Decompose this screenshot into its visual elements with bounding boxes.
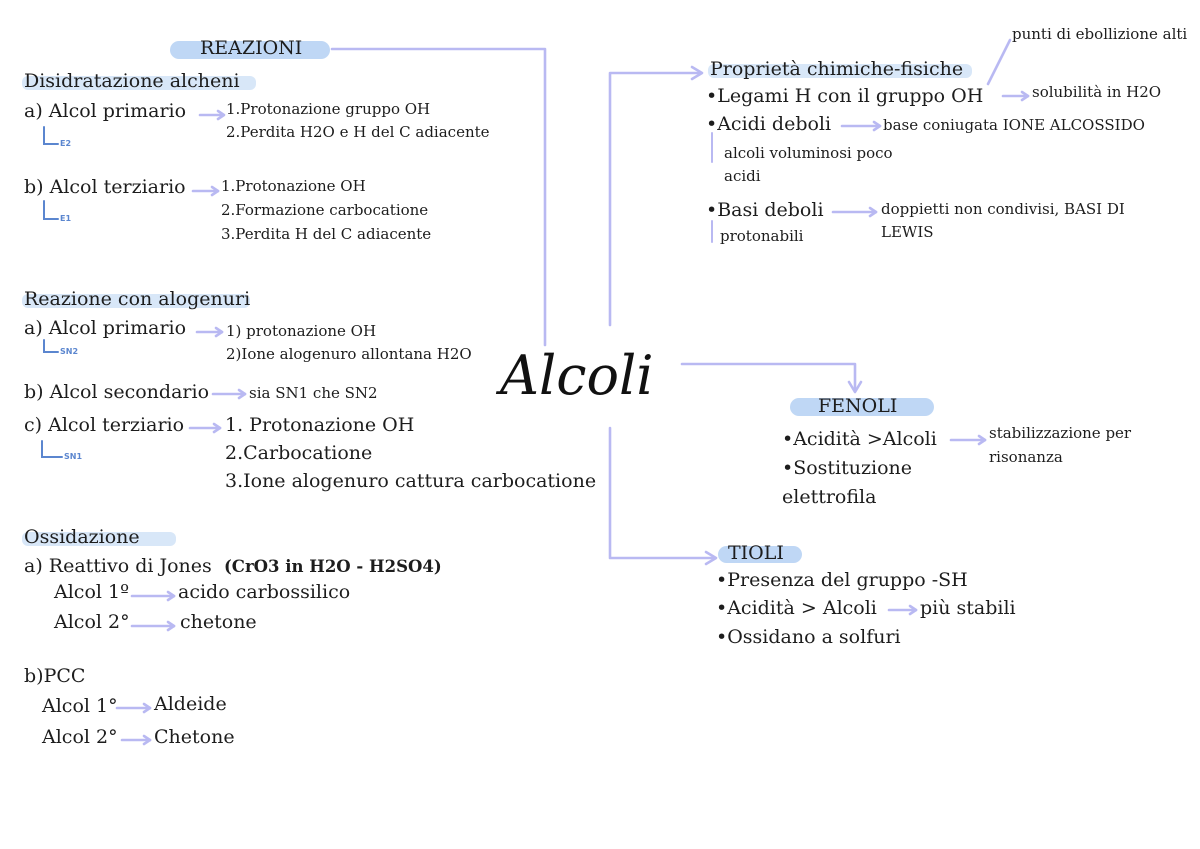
jones-row-2-left: Alcol 2° — [54, 611, 130, 633]
disidratazione-a-label: a) Alcol primario — [24, 100, 187, 122]
reazioni-title: REAZIONI — [200, 37, 303, 59]
jones-row-1-right: acido carbossilico — [178, 581, 351, 603]
solubilita-note: solubilità in H2O — [1032, 83, 1162, 101]
arrow-ebollizione — [988, 40, 1010, 84]
alogenuri-c-label: c) Alcol terziario — [24, 414, 185, 436]
pcc-row-1-right: Aldeide — [154, 693, 227, 715]
line-center-tioli — [610, 428, 714, 558]
alogenuri-c-step-1: 1. Protonazione OH — [225, 414, 415, 436]
acidi-result: base coniugata IONE ALCOSSIDO — [883, 116, 1145, 134]
basi-item: •Basi deboli — [706, 199, 824, 221]
mechanism-sn2-label: SN2 — [60, 347, 79, 356]
basi-note: protonabili — [720, 227, 804, 245]
acidi-note-1: alcoli voluminosi poco — [724, 144, 893, 162]
disidratazione-b-step-3: 3.Perdita H del C adiacente — [221, 225, 432, 243]
fenoli-title: FENOLI — [818, 395, 898, 417]
jones-formula: (CrO3 in H2O - H2SO4) — [224, 557, 442, 576]
disidratazione-b-step-2: 2.Formazione carbocatione — [221, 201, 429, 219]
basi-result-2: LEWIS — [881, 223, 934, 241]
alogenuri-title: Reazione con alogenuri — [24, 288, 251, 310]
alogenuri-c-step-3: 3.Ione alogenuro cattura carbocatione — [225, 470, 597, 492]
alogenuri-b-result: sia SN1 che SN2 — [249, 384, 378, 402]
pcc-row-2-left: Alcol 2° — [42, 726, 118, 748]
alogenuri-a-label: a) Alcol primario — [24, 317, 187, 339]
tioli-item-3: •Ossidano a solfuri — [716, 626, 901, 648]
line-center-proprieta — [610, 73, 700, 325]
tioli-item-2: •Acidità > Alcoli — [716, 597, 877, 619]
tioli-acidita-result: più stabili — [920, 597, 1016, 619]
fenoli-sostituzione-2: elettrofila — [782, 486, 877, 508]
ossidazione-a-label: a) Reattivo di Jones — [24, 555, 212, 577]
mechanism-sn1-label: SN1 — [64, 452, 83, 461]
alogenuri-b-label: b) Alcol secondario — [24, 381, 210, 403]
basi-result-1: doppietti non condivisi, BASI DI — [881, 200, 1125, 218]
central-topic: Alcoli — [500, 344, 654, 407]
fenoli-acidita: •Acidità >Alcoli — [782, 428, 937, 450]
pcc-label: b)PCC — [24, 665, 86, 687]
ossidazione-title: Ossidazione — [24, 526, 140, 548]
mechanism-e2-label: E2 — [60, 139, 72, 148]
disidratazione-b-step-1: 1.Protonazione OH — [221, 177, 366, 195]
disidratazione-title: Disidratazione alcheni — [24, 70, 240, 92]
acidi-item: •Acidi deboli — [706, 113, 832, 135]
line-center-fenoli — [682, 364, 855, 390]
acidi-note-2: acidi — [724, 167, 761, 185]
alogenuri-a-step-1: 1) protonazione OH — [226, 322, 377, 340]
fenoli-sostituzione-1: •Sostituzione — [782, 457, 913, 479]
disidratazione-a-step-1: 1.Protonazione gruppo OH — [226, 100, 431, 118]
line-center-reazioni — [332, 49, 545, 345]
pcc-row-1-left: Alcol 1° — [42, 695, 118, 717]
alogenuri-c-step-2: 2.Carbocatione — [225, 442, 373, 464]
fenoli-acidita-result-1: stabilizzazione per — [989, 424, 1132, 442]
legami-item: •Legami H con il gruppo OH — [706, 85, 984, 107]
disidratazione-b-label: b) Alcol terziario — [24, 176, 186, 198]
ebollizione-note: punti di ebollizione alti — [1012, 25, 1188, 43]
disidratazione-a-step-2: 2.Perdita H2O e H del C adiacente — [226, 123, 490, 141]
jones-row-2-right: chetone — [180, 611, 257, 633]
mechanism-e1-label: E1 — [60, 214, 72, 223]
tioli-item-1: •Presenza del gruppo -SH — [716, 569, 968, 591]
alogenuri-a-step-2: 2)Ione alogenuro allontana H2O — [226, 345, 472, 363]
jones-row-1-left: Alcol 1º — [54, 581, 130, 603]
tioli-title: TIOLI — [728, 542, 784, 564]
pcc-row-2-right: Chetone — [154, 726, 235, 748]
fenoli-acidita-result-2: risonanza — [989, 448, 1063, 466]
proprieta-title: Proprietà chimiche-fisiche — [710, 58, 964, 80]
